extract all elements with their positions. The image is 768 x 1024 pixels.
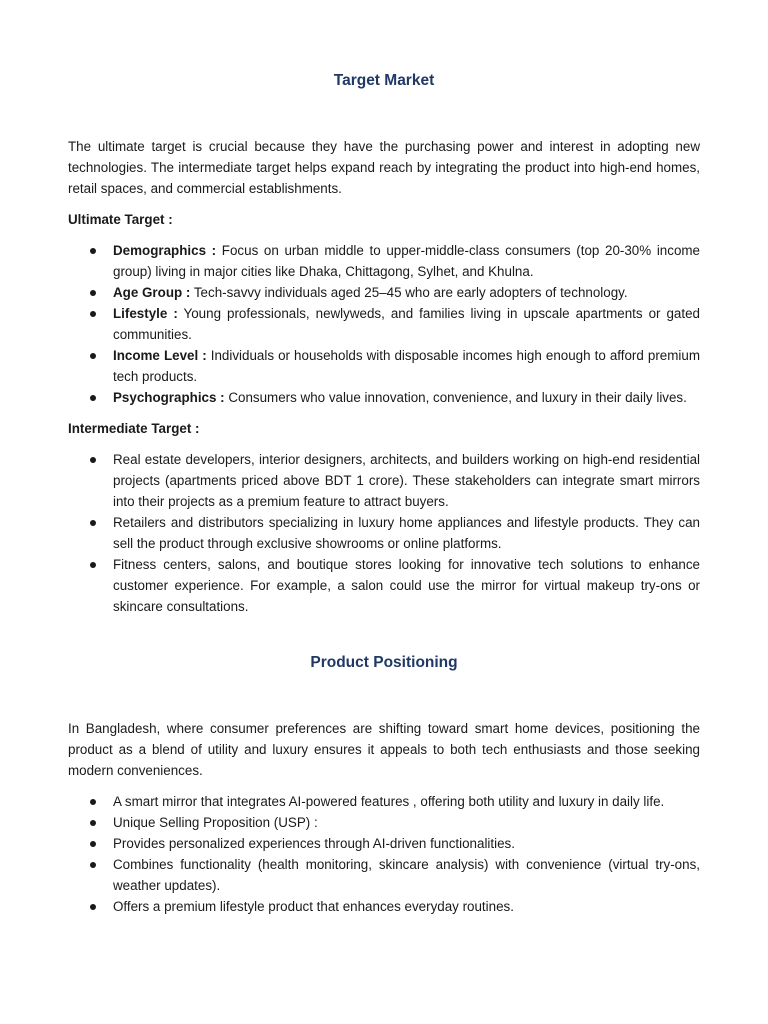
target-market-intro: The ultimate target is crucial because they have the purchasing power and interest in adopting new technologies. The intermediate target helps expand reach by integrating the product into high-end homes, retail spaces, and commercial establishments.: [68, 139, 700, 196]
item-text: A smart mirror that integrates AI-powered features , offering both utility and luxury in daily life.: [113, 794, 665, 809]
list-item: [68, 791, 700, 812]
bullet-icon: [90, 311, 96, 317]
list-item: [68, 387, 700, 408]
item-text: Fitness centers, salons, and boutique stores looking for innovative tech solutions to enhance customer experience. For example, a salon could use the mirror for virtual makeup try-ons or skincare consultations.: [113, 557, 700, 614]
list-item: [68, 240, 700, 282]
list-item: [68, 833, 700, 854]
bullet-icon: [90, 353, 96, 359]
item-label: Demographics :: [113, 243, 217, 258]
bullet-icon: [90, 395, 96, 401]
item-text: Real estate developers, interior designers, architects, and builders working on high-end residential projects (apartments priced above BDT 1 crore). These stakeholders can integrate smart mirrors into their projects as a premium feature to attract buyers.: [113, 452, 700, 509]
bullet-icon: [90, 248, 96, 254]
item-label: Income Level :: [113, 348, 207, 363]
bullet-icon: [90, 562, 96, 568]
item-text: Focus on urban middle to upper-middle-class consumers (top 20-30% income group) living in major cities like Dhaka, Chittagong, Sylhet, and Khulna.: [113, 243, 700, 279]
bullet-icon: [90, 799, 96, 805]
intermediate-target-heading: Intermediate Target :: [68, 421, 200, 436]
item-text: Tech-savvy individuals aged 25–45 who are early adopters of technology.: [190, 285, 628, 300]
item-text: Retailers and distributors specializing in luxury home appliances and lifestyle products. They can sell the product through exclusive showrooms or online platforms.: [113, 515, 700, 551]
item-text: Unique Selling Proposition (USP) :: [113, 815, 318, 830]
item-label: Psychographics :: [113, 390, 225, 405]
item-label: Age Group :: [113, 285, 191, 300]
list-item: [68, 812, 700, 833]
ultimate-target-list: [68, 240, 700, 408]
bullet-icon: [90, 290, 96, 296]
bullet-icon: [90, 841, 96, 847]
list-item: [68, 554, 700, 617]
ultimate-target-heading: Ultimate Target :: [68, 212, 173, 227]
product-positioning-list: [68, 791, 700, 917]
item-text: Consumers who value innovation, convenience, and luxury in their daily lives.: [224, 390, 687, 405]
product-positioning-intro: In Bangladesh, where consumer preferences are shifting toward smart home devices, positioning the product as a blend of utility and luxury ensures it appeals to both tech enthusiasts and those seeking modern conveniences.: [68, 721, 700, 778]
section-title-product-positioning: Product Positioning: [310, 654, 458, 671]
item-text: Young professionals, newlyweds, and families living in upscale apartments or gated communities.: [113, 306, 700, 342]
list-item: [68, 896, 700, 917]
bullet-icon: [90, 820, 96, 826]
list-item: [68, 303, 700, 345]
item-text: Provides personalized experiences through AI-driven functionalities.: [113, 836, 515, 851]
bullet-icon: [90, 457, 96, 463]
bullet-icon: [90, 520, 96, 526]
list-item: [68, 449, 700, 512]
bullet-icon: [90, 904, 96, 910]
list-item: [68, 854, 700, 896]
item-label: Lifestyle :: [113, 306, 178, 321]
bullet-icon: [90, 862, 96, 868]
list-item: [68, 282, 700, 303]
section-title-target-market: Target Market: [333, 72, 435, 89]
list-item: [68, 512, 700, 554]
item-text: Offers a premium lifestyle product that enhances everyday routines.: [113, 899, 514, 914]
item-text: Individuals or households with disposable incomes high enough to afford premium tech products.: [113, 348, 700, 384]
list-item: [68, 345, 700, 387]
item-text: Combines functionality (health monitoring, skincare analysis) with convenience (virtual try-ons, weather updates).: [113, 857, 700, 893]
intermediate-target-list: [68, 449, 700, 617]
